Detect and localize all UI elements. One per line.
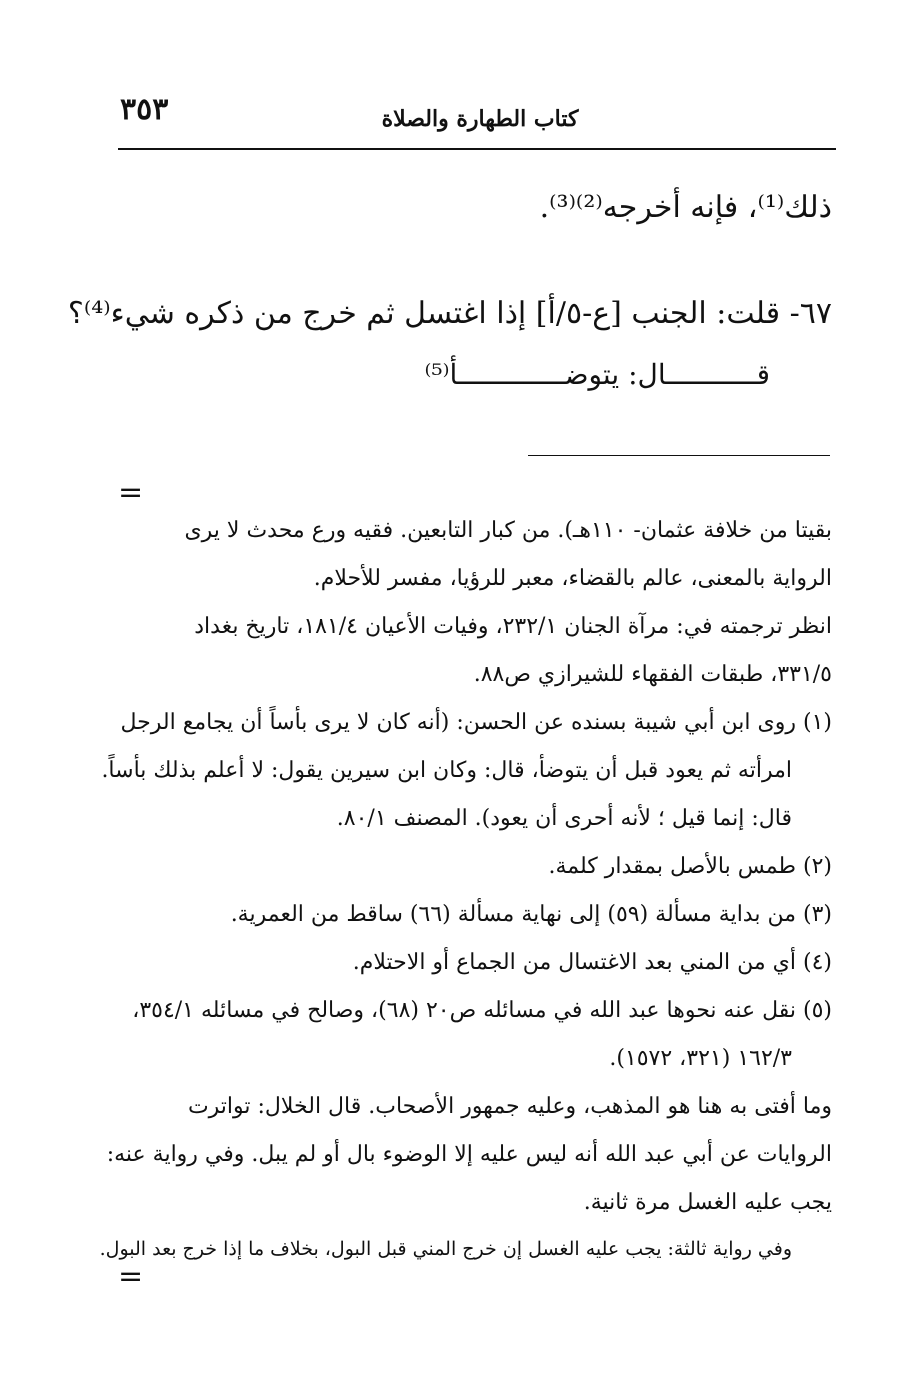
footnote-separator bbox=[528, 455, 830, 456]
footnote-5-line: وما أفتى به هنا هو المذهب، وعليه جمهور الأصحاب. قال الخلال: تواترت bbox=[187, 1094, 832, 1119]
header-rule bbox=[118, 148, 836, 150]
footnote-5-line: (٥) نقل عنه نحوها عبد الله في مسائله ص٢٠ (٦٨)، وصالح في مسائله ٣٥٤/١، bbox=[132, 998, 832, 1023]
footnote-line: الرواية بالمعنى، عالم بالقضاء، معبر للرؤيا، مفسر للأحلام. bbox=[313, 566, 832, 591]
continuation-mark-top: = bbox=[118, 475, 144, 510]
answer-67: قـــــــــــال: يتوضـــــــــــــأ⁽⁵⁾ bbox=[424, 358, 770, 391]
footnote-4: (٤) أي من المني بعد الاغتسال من الجماع أو الاحتلام. bbox=[352, 950, 832, 975]
footnote-1-line: امرأته ثم يعود قبل أن يتوضأ، قال: وكان ابن سيرين يقول: لا أعلم بذلك بأساً. bbox=[101, 758, 792, 783]
footnote-2: (٢) طمس بالأصل بمقدار كلمة. bbox=[548, 854, 832, 879]
footnote-1-line: (١) روى ابن أبي شيبة بسنده عن الحسن: (أنه كان لا يرى بأساً أن يجامع الرجل bbox=[120, 710, 832, 735]
body-line-1: ذلك⁽¹⁾، فإنه أخرجه⁽²⁾⁽³⁾. bbox=[539, 190, 832, 225]
footnote-5-line: ١٦٢/٣ (٣٢١، ١٥٧٢). bbox=[609, 1046, 792, 1071]
footnote-5-line: يجب عليه الغسل مرة ثانية. bbox=[583, 1190, 832, 1215]
question-67: ٦٧- قلت: الجنب [ع-٥/أ] إذا اغتسل ثم خرج من ذكره شيء⁽⁴⁾؟ bbox=[67, 296, 832, 331]
footnote-1-line: قال: إنما قيل ؛ لأنه أحرى أن يعود). المصنف ٨٠/١. bbox=[336, 806, 792, 831]
footnote-3: (٣) من بداية مسألة (٥٩) إلى نهاية مسألة (٦٦) ساقط من العمرية. bbox=[230, 902, 832, 927]
running-header-title: كتاب الطهارة والصلاة bbox=[381, 106, 579, 132]
footnote-5-line: وفي رواية ثالثة: يجب عليه الغسل إن خرج المني قبل البول، بخلاف ما إذا خرج بعد البول. bbox=[99, 1238, 792, 1260]
footnote-line: بقيتا من خلافة عثمان- ١١٠هـ). من كبار التابعين. فقيه ورع محدث لا يرى bbox=[184, 518, 832, 543]
footnote-line: ٣٣١/٥، طبقات الفقهاء للشيرازي ص٨٨. bbox=[473, 662, 832, 687]
footnote-5-line: الروايات عن أبي عبد الله أنه ليس عليه إلا الوضوء بال أو لم يبل. وفي رواية عنه: bbox=[106, 1142, 832, 1167]
continuation-mark-bottom: = bbox=[118, 1259, 144, 1294]
page-number: ٣٥٣ bbox=[120, 92, 169, 127]
footnote-line: انظر ترجمته في: مرآة الجنان ٢٣٢/١، وفيات الأعيان ١٨١/٤، تاريخ بغداد bbox=[194, 614, 832, 639]
